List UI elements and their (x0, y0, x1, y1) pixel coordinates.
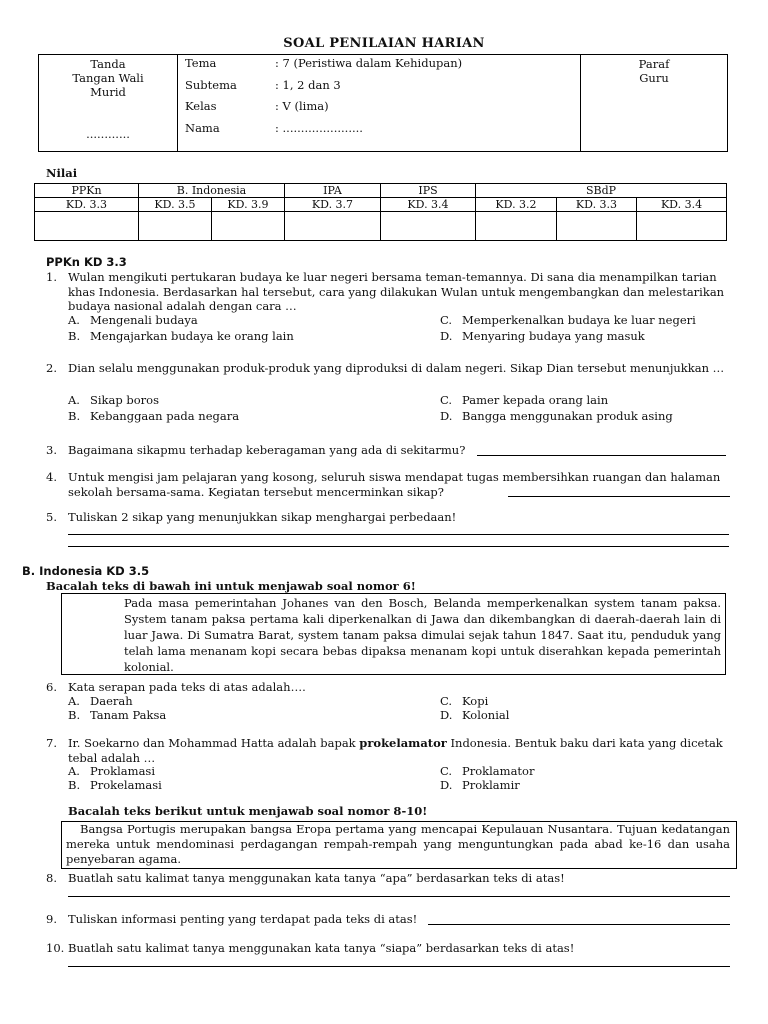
question-number: 3. (46, 443, 57, 457)
option-a[interactable]: A. Mengenali budaya (68, 313, 198, 327)
question-number: 4. (46, 470, 57, 484)
section-heading-ppkn: PPKn KD 3.3 (46, 255, 127, 269)
score-cell[interactable] (381, 212, 476, 241)
signature-dots: ............ (86, 127, 130, 141)
score-cell[interactable] (637, 212, 727, 241)
question-number: 10. (46, 941, 65, 955)
parent-signature-cell (39, 55, 178, 151)
field-key: Kelas (185, 99, 217, 113)
kd-cell: KD. 3.3 (35, 198, 139, 212)
kd-cell: KD. 3.5 (139, 198, 212, 212)
option-d[interactable]: D. Kolonial (440, 708, 510, 722)
instruction-q6: Bacalah teks di bawah ini untuk menjawab soal nomor 6! (46, 579, 416, 593)
reading-passage-1 (61, 593, 726, 675)
score-cell[interactable] (212, 212, 285, 241)
answer-line[interactable] (68, 534, 729, 535)
option-c[interactable]: C. Kopi (440, 694, 489, 708)
question-text: Untuk mengisi jam pelajaran yang kosong, seluruh siswa mendapat tugas membersihkan ruangan dan halaman sekolah bersama-sama. Kegiatan tersebut mencerminkan sikap? (68, 470, 721, 499)
option-b[interactable]: B. Mengajarkan budaya ke orang lain (68, 329, 294, 343)
subject-header: B. Indonesia (139, 184, 285, 198)
question-text: Buatlah satu kalimat tanya menggunakan kata tanya “apa” berdasarkan teks di atas! (68, 871, 565, 885)
option-c[interactable]: C. Proklamator (440, 764, 535, 778)
question-number: 2. (46, 361, 57, 375)
question-number: 8. (46, 871, 57, 885)
teacher-initial-label-line: Guru (639, 71, 669, 85)
kd-cell: KD. 3.7 (285, 198, 381, 212)
question-text: Tuliskan informasi penting yang terdapat pada teks di atas! (68, 912, 418, 926)
option-d[interactable]: D. Bangga menggunakan produk asing (440, 409, 673, 423)
teacher-initial-label-line: Paraf (638, 57, 670, 71)
nilai-label: Nilai (46, 166, 78, 180)
subject-header: SBdP (476, 184, 727, 198)
answer-line[interactable] (68, 896, 730, 897)
passage-text: Bangsa Portugis merupakan bangsa Eropa pertama yang mencapai Kepulauan Nusantara. Tujuan kedatangan mereka untuk mendominasi perdagangan rempah-rempah yang menguntungkan pada abad ke-16 dan usaha penyebaran agama. (66, 822, 730, 866)
parent-signature-label-line: Murid (90, 85, 126, 99)
field-value: : V (lima) (275, 99, 329, 113)
field-value: : 1, 2 dan 3 (275, 78, 341, 92)
field-key: Subtema (185, 78, 237, 92)
teacher-initial-cell (580, 55, 727, 151)
field-key: Nama (185, 121, 220, 135)
kd-cell: KD. 3.2 (476, 198, 557, 212)
question-number: 9. (46, 912, 57, 926)
answer-line[interactable] (68, 966, 730, 967)
parent-signature-label-line: Tanda (90, 57, 126, 71)
passage-text: Pada masa pemerintahan Johanes van den Bosch, Belanda memperkenalkan system tanam paksa. System tanam paksa pertama kali diperkenalkan di Jawa dan dikembangkan di daerah-daerah lain di luar Jawa. Di Sumatra Barat, system tanam paksa dimulai sejak tahun 1847. Saat itu, penduduk yang telah lama menanam kopi secara bebas dipaksa menanam kopi untuk diserahkan kepada pemerintah kolonial. (124, 596, 721, 674)
option-a[interactable]: A. Sikap boros (68, 393, 160, 407)
option-c[interactable]: C. Pamer kepada orang lain (440, 393, 609, 407)
question-text: Ir. Soekarno dan Mohammad Hatta adalah bapak prokelamator Indonesia. Bentuk baku dari kata yang dicetak tebal adalah … (68, 736, 723, 765)
question-text: Buatlah satu kalimat tanya menggunakan kata tanya “siapa” berdasarkan teks di atas! (68, 941, 575, 955)
score-cell[interactable] (285, 212, 381, 241)
answer-line[interactable] (508, 496, 730, 497)
option-b[interactable]: B. Prokelamasi (68, 778, 162, 792)
answer-line[interactable] (477, 455, 726, 456)
question-text: Tuliskan 2 sikap yang menunjukkan sikap menghargai perbedaan! (68, 510, 457, 524)
score-cell[interactable] (476, 212, 557, 241)
option-b[interactable]: B. Kebanggaan pada negara (68, 409, 240, 423)
parent-signature-label-line: Tangan Wali (72, 71, 144, 85)
question-text: Dian selalu menggunakan produk-produk yang diproduksi di dalam negeri. Sikap Dian tersebut menunjukkan … (68, 361, 725, 375)
option-d[interactable]: D. Proklamir (440, 778, 520, 792)
score-cell[interactable] (557, 212, 637, 241)
option-a[interactable]: A. Daerah (68, 694, 133, 708)
grade-table (34, 183, 727, 241)
question-number: 1. (46, 270, 57, 284)
section-heading-bind: B. Indonesia KD 3.5 (22, 564, 150, 578)
page-title: SOAL PENILAIAN HARIAN (283, 36, 485, 51)
option-d[interactable]: D. Menyaring budaya yang masuk (440, 329, 645, 343)
kd-cell: KD. 3.4 (381, 198, 476, 212)
grade-kd-row (35, 198, 727, 212)
question-number: 5. (46, 510, 57, 524)
score-cell[interactable] (35, 212, 139, 241)
question-text: Wulan mengikuti pertukaran budaya ke luar negeri bersama teman-temannya. Di sana dia menampilkan tarian khas Indonesia. Berdasarkan hal tersebut, cara yang dilakukan Wulan untuk mengembangkan dan melestarikan budaya nasional adalah dengan cara … (68, 270, 725, 313)
option-b[interactable]: B. Tanam Paksa (68, 708, 167, 722)
bold-word: prokelamator (359, 736, 447, 750)
score-cell[interactable] (139, 212, 212, 241)
kd-cell: KD. 3.3 (557, 198, 637, 212)
answer-line[interactable] (68, 546, 729, 547)
question-number: 6. (46, 680, 57, 694)
reading-passage-2 (61, 821, 737, 869)
grade-subject-row (35, 184, 727, 198)
kd-cell: KD. 3.9 (212, 198, 285, 212)
field-key: Tema (185, 56, 217, 70)
instruction-q8-10: Bacalah teks berikut untuk menjawab soal nomor 8-10! (68, 804, 428, 818)
subject-header: PPKn (35, 184, 139, 198)
field-value[interactable]: : ...................... (275, 121, 363, 135)
header-box (38, 54, 728, 152)
subject-header: IPA (285, 184, 381, 198)
subject-header: IPS (381, 184, 476, 198)
question-number: 7. (46, 736, 57, 750)
field-value: : 7 (Peristiwa dalam Kehidupan) (275, 56, 463, 70)
question-text: Kata serapan pada teks di atas adalah…. (68, 680, 306, 694)
option-a[interactable]: A. Proklamasi (68, 764, 156, 778)
option-c[interactable]: C. Memperkenalkan budaya ke luar negeri (440, 313, 696, 327)
answer-line[interactable] (428, 924, 730, 925)
grade-score-row (35, 212, 727, 241)
kd-cell: KD. 3.4 (637, 198, 727, 212)
question-text: Bagaimana sikapmu terhadap keberagaman yang ada di sekitarmu? (68, 443, 466, 457)
